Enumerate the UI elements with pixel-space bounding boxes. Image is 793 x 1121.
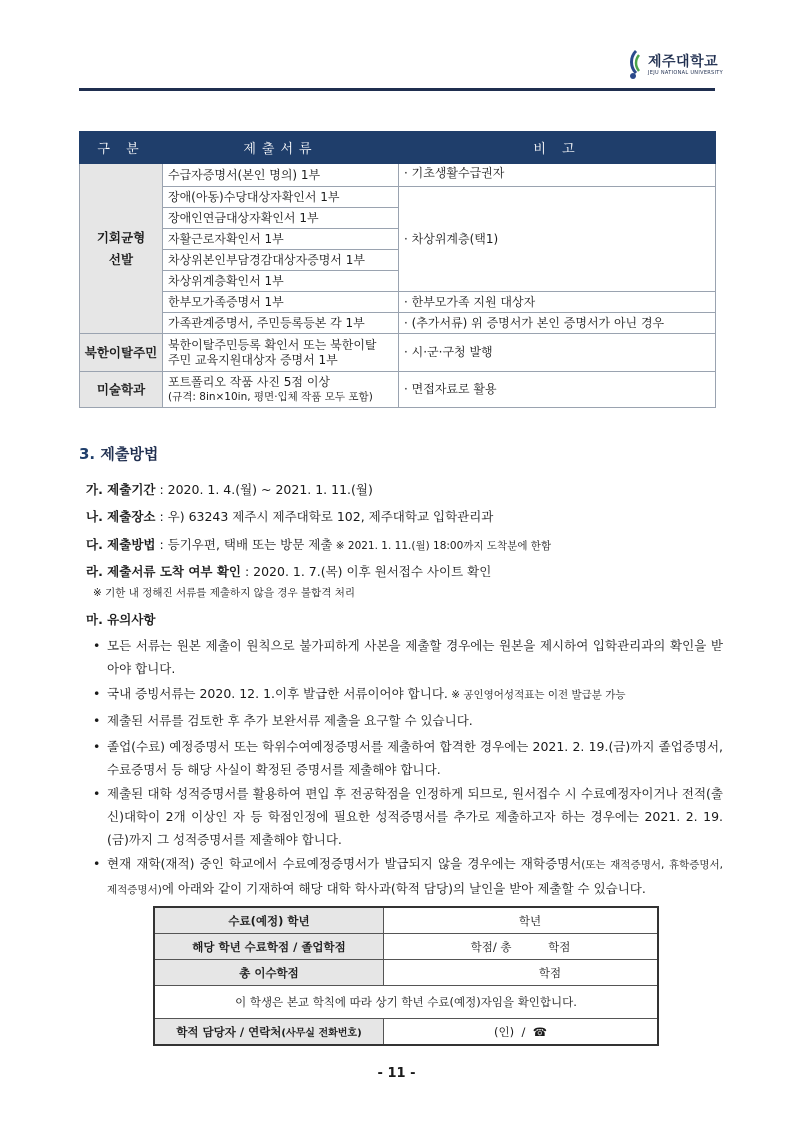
notice-item: • 국내 증빙서류는 2020. 12. 1.이후 발급한 서류이어야 합니다. ※ 공인영어성적표는 이전 발급분 가능 bbox=[93, 686, 626, 701]
note-cell: · 면접자료로 활용 bbox=[399, 372, 716, 408]
category-cell: 북한이탈주민 bbox=[80, 334, 163, 372]
table-row bbox=[80, 187, 716, 208]
note-cell: · 차상위계층(택1) bbox=[399, 187, 716, 292]
requirements-table bbox=[79, 131, 716, 408]
notice-text: 제출된 서류를 검토한 후 추가 보완서류 제출을 요구할 수 있습니다. bbox=[107, 713, 473, 728]
table-row bbox=[80, 372, 716, 408]
notice-item: • 제출된 서류를 검토한 후 추가 보완서류 제출을 요구할 수 있습니다. bbox=[93, 709, 723, 732]
header-rule bbox=[79, 88, 715, 91]
section-title-text: 제출방법 bbox=[100, 445, 159, 463]
item-period bbox=[86, 480, 373, 498]
category-cell: 미술학과 bbox=[80, 372, 163, 408]
header-documents: 제출서류 bbox=[163, 132, 399, 164]
confirmation-table bbox=[153, 906, 659, 1046]
table-row bbox=[80, 334, 716, 372]
document-line: 포트폴리오 작품 사진 5점 이상 bbox=[168, 374, 330, 389]
credits-value: 학점/ 총 학점 bbox=[384, 934, 659, 960]
category-cell bbox=[80, 164, 163, 334]
item-period-label: 가. 제출기간 bbox=[86, 482, 156, 497]
document-cell: 장애(아동)수당대상자확인서 1부 bbox=[163, 187, 399, 208]
table-header-row bbox=[80, 132, 716, 164]
officer-label-text: 학적 담당자 / 연락처 bbox=[176, 1024, 282, 1039]
item-confirm bbox=[86, 562, 491, 580]
notice-item: • 현재 재학(재적) 중인 학교에서 수료예정증명서가 발급되지 않을 경우에는 재학증명서(또는 재적증명서, 휴학증명서, 제적증명서)에 아래와 같이 기재하여 해당 대학 학사과(학적 담당)의 날인을 받아 제출할 수 있습니다. bbox=[93, 856, 723, 896]
item-place bbox=[86, 507, 493, 525]
table-row bbox=[154, 986, 658, 1019]
document-cell bbox=[163, 334, 399, 372]
grade-value: 학년 bbox=[384, 907, 659, 934]
table-row bbox=[154, 934, 658, 960]
credits-label: 해당 학년 수료학점 / 졸업학점 bbox=[154, 934, 384, 960]
document-cell: 한부모가족증명서 1부 bbox=[163, 292, 399, 313]
item-method-label: 다. 제출방법 bbox=[86, 537, 156, 552]
document-line: 북한이탈주민등록 확인서 또는 북한이탈 bbox=[168, 337, 377, 352]
table-row bbox=[154, 960, 658, 986]
notice-text: 국내 증빙서류는 2020. 12. 1.이후 발급한 서류이어야 합니다. bbox=[107, 686, 448, 701]
document-cell: 차상위본인부담경감대상자증명서 1부 bbox=[163, 250, 399, 271]
notice-item: • 제출된 대학 성적증명서를 활용하여 편입 후 전공학점을 인정하게 되므로, 원서접수 시 수료예정자이거나 전적(출신)대학이 2개 이상인 자 등 학점인정에 필요한 성적증명서를 추가로 제출하고자 하는 경우에는 2021. 2. 19.(금)까지 그 성적증명서를 제출해야 합니다. bbox=[93, 782, 723, 851]
notice-text: 졸업(수료) 예정증명서 또는 학위수여예정증명서를 제출하여 합격한 경우에는 2021. 2. 19.(금)까지 졸업증명서, 수료증명서 등 해당 사실이 확정된 증명서를 제출해야 합니다. bbox=[107, 739, 723, 777]
logo-name: 제주대학교 bbox=[648, 54, 719, 70]
document-cell bbox=[163, 372, 399, 408]
item-notice-heading bbox=[86, 610, 155, 628]
document-line: (규격: 8in×10in, 평면·입체 작품 모두 포함) bbox=[168, 390, 373, 403]
officer-label-small: (사무실 전화번호) bbox=[281, 1027, 362, 1039]
officer-value: (인) / ☎ bbox=[384, 1019, 659, 1046]
grade-label: 수료(예정) 학년 bbox=[154, 907, 384, 934]
note-cell: · 기초생활수급권자 bbox=[399, 164, 716, 187]
category-label: 기회균형 선발 bbox=[96, 229, 146, 267]
notice-note: ※ 공인영어성적표는 이전 발급분 가능 bbox=[447, 689, 626, 701]
table-row bbox=[154, 1019, 658, 1046]
notice-tail: 에 아래와 같이 기재하여 해당 대학 학사과(학적 담당)의 날인을 받아 제출할 수 있습니다. bbox=[161, 881, 646, 896]
item-confirm-text: : 2020. 1. 7.(목) 이후 원서접수 사이트 확인 bbox=[240, 564, 492, 579]
document-cell: 수급자증명서(본인 명의) 1부 bbox=[163, 164, 399, 187]
note-cell: · (추가서류) 위 증명서가 본인 증명서가 아닌 경우 bbox=[399, 313, 716, 334]
header-category: 구 분 bbox=[80, 132, 163, 164]
document-cell: 자활근로자확인서 1부 bbox=[163, 229, 399, 250]
confirmation-statement: 이 학생은 본교 학칙에 따라 상기 학년 수료(예정)자임을 확인합니다. bbox=[154, 986, 658, 1019]
table-row bbox=[154, 907, 658, 934]
note-cell: · 시·군·구청 발행 bbox=[399, 334, 716, 372]
total-credits-value: 학점 bbox=[384, 960, 659, 986]
total-credits-label: 총 이수학점 bbox=[154, 960, 384, 986]
university-logo bbox=[624, 47, 734, 83]
page-number: - 11 - bbox=[377, 1066, 416, 1081]
item-period-text: : 2020. 1. 4.(월) ~ 2021. 1. 11.(월) bbox=[155, 482, 373, 497]
item-method-note: ※ 2021. 1. 11.(월) 18:00까지 도착분에 한함 bbox=[332, 540, 552, 552]
notice-text: 현재 재학(재적) 중인 학교에서 수료예정증명서가 발급되지 않을 경우에는 재학증명서 bbox=[107, 856, 582, 871]
item-confirm-note: ※ 기한 내 정해진 서류를 제출하지 않을 경우 불합격 처리 bbox=[93, 587, 355, 599]
table-row bbox=[80, 164, 716, 187]
document-cell: 가족관계증명서, 주민등록등본 각 1부 bbox=[163, 313, 399, 334]
notice-text: 제출된 대학 성적증명서를 활용하여 편입 후 전공학점을 인정하게 되므로, 원서접수 시 수료예정자이거나 전적(출신)대학이 2개 이상인 자 등 학점인정에 필요한 성적증명서를 추가로 제출하고자 하는 경우에는 2021. 2. 19.(금)까지 그 성적증명서를 제출해야 합니다. bbox=[107, 786, 723, 847]
item-place-label: 나. 제출장소 bbox=[86, 509, 156, 524]
document-cell: 장애인연금대상자확인서 1부 bbox=[163, 208, 399, 229]
notice-item: • 모든 서류는 원본 제출이 원칙으로 불가피하게 사본을 제출할 경우에는 원본을 제시하여 입학관리과의 확인을 받아야 합니다. bbox=[93, 634, 723, 680]
notice-small: (또는 재적증명서, 휴학증명서, 제적증명서) bbox=[107, 859, 723, 896]
university-emblem-icon bbox=[624, 49, 644, 81]
item-method-text: : 등기우편, 택배 또는 방문 제출 bbox=[155, 537, 333, 552]
item-place-text: : 우) 63243 제주시 제주대학로 102, 제주대학교 입학관리과 bbox=[155, 509, 494, 524]
item-notice-label: 마. 유의사항 bbox=[86, 612, 156, 627]
item-confirm-label: 라. 제출서류 도착 여부 확인 bbox=[86, 564, 241, 579]
table-row bbox=[80, 292, 716, 313]
document-cell: 차상위계층확인서 1부 bbox=[163, 271, 399, 292]
table-row bbox=[80, 313, 716, 334]
notice-item: • 졸업(수료) 예정증명서 또는 학위수여예정증명서를 제출하여 합격한 경우에는 2021. 2. 19.(금)까지 졸업증명서, 수료증명서 등 해당 사실이 확정된 증명서를 제출해야 합니다. bbox=[93, 735, 723, 781]
officer-label bbox=[154, 1019, 384, 1046]
section-title bbox=[79, 443, 158, 464]
item-method bbox=[86, 535, 551, 553]
header-notes: 비 고 bbox=[399, 132, 716, 164]
document-line: 주민 교육지원대상자 증명서 1부 bbox=[168, 352, 338, 367]
section-number: 3. bbox=[79, 445, 96, 463]
logo-subtext: JEJU NATIONAL UNIVERSITY bbox=[648, 70, 724, 76]
note-cell: · 한부모가족 지원 대상자 bbox=[399, 292, 716, 313]
notice-text: 모든 서류는 원본 제출이 원칙으로 불가피하게 사본을 제출할 경우에는 원본을 제시하여 입학관리과의 확인을 받아야 합니다. bbox=[107, 638, 723, 676]
